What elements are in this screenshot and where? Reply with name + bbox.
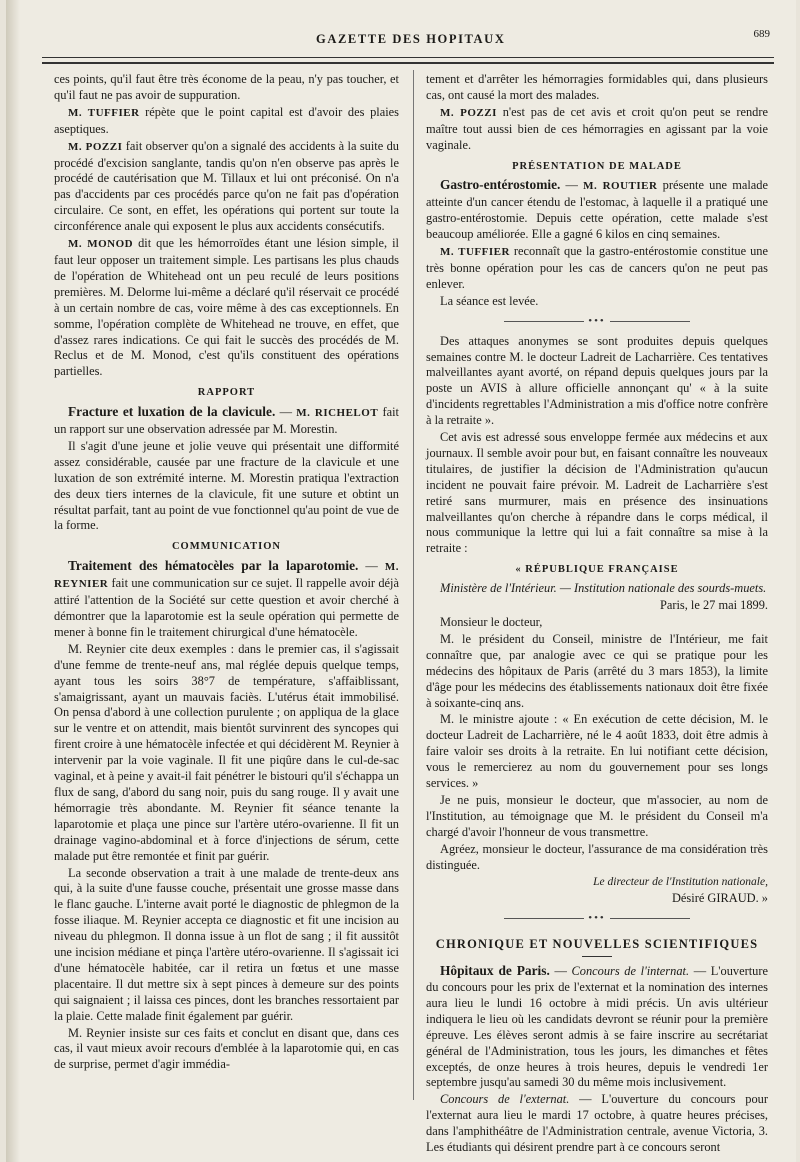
speaker-name: M. RICHELOT (296, 407, 379, 420)
article-heading: Fracture et luxation de la clavicule. (68, 404, 276, 420)
paragraph: Concours de l'externat. — L'ouverture du concours pour l'externat aura lieu le mardi 17 octobre, à quatre heures précises, dans l'amphithéâtre de l'Administration centrale, avenue Victoria, 3. Les étudiants qui désirent prendre part à ce concours seront (426, 1092, 769, 1155)
article-heading: Gastro-entérostomie. (440, 177, 561, 193)
paragraph: ces points, qu'il faut être très économe de la peau, n'y pas toucher, et qu'il faut ne pas avoir de suppuration. (54, 72, 399, 102)
paragraph (54, 105, 399, 138)
paragraph-text: fait un rapport sur une observation adressée par M. Morestin. (54, 405, 399, 437)
letter-signature-name: Désiré GIRAUD. » (671, 891, 768, 906)
header-rule (42, 57, 774, 58)
speaker-name: M. POZZI (68, 140, 123, 153)
paragraph: Des attaques anonymes se sont produites depuis quelques semaines contre M. le docteur Ladreit de Lacharrière. Ces tentatives malveillantes ayant avorté, on répand depuis quelques jours par la poste un AVIS à allure officielle annonçant qu' « à la suite d'incidents regrettables l'Administration a mis d'office notre confrère à la retraite ». (426, 333, 768, 428)
speaker-name: M. TUFFIER (68, 106, 140, 119)
left-column (54, 72, 399, 1074)
page-header (36, 22, 776, 50)
paragraph: M. le président du Conseil, ministre de l'Intérieur, me fait connaître que, par analogie avec ce qui se pratique pour les médecins des hôpitaux de Paris (arrêté du 3 mars 1853), la limite d'âge pour les médecins des établissements nationaux doit être fixée à soixante-cinq ans. (426, 631, 768, 710)
paragraph (54, 139, 399, 235)
article-heading: Traitement des hématocèles par la laparotomie. (68, 558, 359, 574)
letter-heading: « RÉPUBLIQUE FRANÇAISE (515, 564, 679, 576)
section-heading: CHRONIQUE ET NOUVELLES SCIENTIFIQUES (426, 937, 768, 957)
speaker-name: M. TUFFIER (440, 246, 510, 259)
paragraph-text: fait une communication sur ce sujet. Il rappelle avoir déjà attiré l'attention de la Société sur cette question et avoir cherché à démontrer que la laparotomie est la seule opération qui permette de mener à bonne fin le traitement chirurgical d'une hématocèle. (54, 576, 399, 639)
paragraph-text: reconnaît que la gastro-entérostomie constitue une très bonne opération pour les cas de cancers qu'on ne peut pas enlever. (426, 244, 768, 291)
paragraph-text: répète que le point capital est d'avoir des plaies aseptiques. (54, 104, 399, 136)
paragraph-text: fait observer qu'on a signalé des accidents à la suite du procédé d'excision sanglante, tandis qu'on n'en observe pas après le procédé de cautérisation que M. Tillaux et lui ont préconisé. On n'a pas d'accidents par ces procédés parce qu'on ne fait pas d'opération circulaire. Ce sont, en effet, les opérations qui portent sur toute la circonférence anale qui exposent le plus aux accidents consécutifs. (54, 138, 399, 234)
paragraph: Traitement des hématocèles par la laparotomie. — M. REYNIER fait une communication sur ce sujet. Il rappelle avoir déjà attiré l'attention de la Société sur cette question et avoir cherché à démontrer que la laparotomie est la seule opération qui permette de mener à bonne fin le traitement chirurgical d'une hématocèle. (54, 558, 399, 639)
speaker-name: M. REYNIER (54, 561, 399, 591)
section-heading: COMMUNICATION (171, 541, 282, 553)
article-heading: Hôpitaux de Paris. (440, 963, 550, 979)
letter-salutation: Monsieur le docteur, (440, 615, 543, 629)
paragraph-text: dit que les hémorroïdes étant une lésion simple, il faut leur opposer un traitement simple. Les partisans les plus chauds de l'opération de Whitehead ont un peu reculé de leurs positions premières. M. Delorme lui-même a déclaré qu'il réservait ce procédé à un certain nombre de cas, voire même à des cas exceptionnels. En somme, l'opération complète de Whitehead ne trouve, en effet, que d'assez rares indications. Ce qui fait le succès des procédés de M. Reclus et de M. Monod, c'est qu'ils constituent des opérations partielles. (54, 236, 399, 379)
journal-title: GAZETTE DES HOPITAUX (316, 32, 506, 46)
paragraph: M. Reynier cite deux exemples : dans le premier cas, il s'agissait d'une femme de trente-neuf ans, mal réglée depuis quelque temps, ayant tous les soirs 38°7 de température, s'affaiblissant, s'amaigrissant, ayant un mauvais faciès. L'utérus était immobilisé. On pensa d'abord à une collection purulente ; on appliqua de la glace sur le ventre et on attendit, mais bientôt survinrent des syncopes qui firent croire à une hématocèle infectée et qui décidèrent M. Reynier à intervenir par la voie vaginale. Il fit une piqûre dans le cul-de-sac vaginal, et à peine y avait-il fait pénétrer le bistouri qu'il s'échappa un flux de sang, d'abord du sang noir, puis du sang rouge. Il y avait une hémorragie très abondante. M. Reynier fit séance tenante la laparotomie et plaça une pince sur l'artère utéro-ovarienne. Il fit un drainage vagino-abdominal et à force d'injections de sérum, cette malade put être remontée et finit par guérir. (54, 641, 399, 863)
right-column (426, 72, 768, 1157)
speaker-name: M. POZZI (440, 106, 497, 119)
paragraph: Agréez, monsieur le docteur, l'assurance de ma considération très distinguée. (426, 841, 768, 872)
paragraph: La séance est levée. (440, 293, 539, 308)
paragraph: Il s'agit d'une jeune et jolie veuve qui présentait une difformité assez considérable, causée par une fracture de la clavicule et une luxation de son extrémité interne. M. Morestin pratiqua l'extraction des deux tiers internes de la clavicule, fit une suture et obtint un résultat parfait, tant au point de vue fonctionnel qu'au point de vue de la forme. (54, 438, 399, 533)
column-divider (413, 70, 414, 1100)
paragraph: Gastro-entérostomie. — M. ROUTIER présente une malade atteinte d'un cancer étendu de l'estomac, à laquelle il a pratiqué une gastro-entérostomie. Depuis cette opération, cette malade s'est beaucoup améliorée. Elle a gagné 6 kilos en cinq semaines. (426, 177, 768, 242)
paragraph: Cet avis est adressé sous enveloppe fermée aux médecins et aux journaux. Il semble avoir pour but, en faisant connaître les nouveaux titulaires, de justifier la décision de l'Administration qu'aucun incident ne pouvait faire prévoir. M. Ladreit de Lacharrière s'est retiré sans murmurer, mais en présence des insinuations malveillantes qu'on cherche à répandre dans le corps médical, il nous communique la lettre qui lui a fait connaître sa mise à la retraite : (426, 430, 768, 556)
paragraph: M. le ministre ajoute : « En exécution de cette décision, M. le docteur Ladreit de Lacharrière, né le 4 août 1833, doit être admis à faire valoir ses droits à la retraite. En lui notifiant cette décision, vous le remercierez au nom du gouvernement pour ses longs services. » (426, 712, 768, 791)
newspaper-page (6, 0, 796, 1162)
letter-signature-title: Le directeur de l'Institution nationale, (593, 875, 768, 888)
paragraph-text: présente une malade atteinte d'un cancer étendu de l'estomac, à laquelle il a pratiqué une gastro-entérostomie. Depuis cette opération, cette malade s'est beaucoup améliorée. Elle a gagné 6 kilos en cinq semaines. (426, 178, 768, 242)
section-heading: RAPPORT (197, 387, 256, 399)
paragraph: La seconde observation a trait à une malade de trente-deux ans qui, à la suite d'une fausse couche, présentait une grosse masse dans le flanc gauche. L'interne avait porté le diagnostic de phlegmon de la fosse iliaque. M. Reynier accepta ce diagnostic et fit une incision au niveau du phlegmon. Il donna issue à un flot de sang ; il fit aussitôt une incision médiane et pinça l'artère utéro-ovarienne. Il s'agissait ici d'une hématocèle habitée, car il retira un fœtus et une masse placentaire. Il dut mettre six à sept pinces à demeure sur des points qui saignaient ; il laissa ces pinces, dont les branches ressortaient par la plaie. Cette malade finit également par guérir. (54, 865, 399, 1023)
page-number: 689 (753, 28, 770, 40)
paragraph (426, 244, 768, 293)
section-heading: PRÉSENTATION DE MALADE (512, 160, 682, 172)
ornament-divider: ••• (426, 314, 768, 330)
paragraph: Fracture et luxation de la clavicule. — M. RICHELOT fait un rapport sur une observation adressée par M. Morestin. (54, 404, 399, 437)
paragraph-text: L'ouverture du concours pour l'externat aura lieu le mardi 17 octobre, à quatre heures précises, dans l'amphithéâtre de l'Administration centrale, avenue Victoria, 3. Les étudiants qui désirent prendre part à ce concours seront (426, 1092, 769, 1155)
ornament-divider: ••• (426, 911, 768, 927)
letter-date: Paris, le 27 mai 1899. (659, 598, 768, 613)
paragraph-text: n'est pas de cet avis et croit qu'on peut se rendre maître tout aussi bien de ces hémorragies en agissant par la voie vaginale. (426, 104, 768, 152)
paragraph: M. Reynier insiste sur ces faits et conclut en disant que, dans ces cas, il vaut mieux avoir recours d'emblée à la laparotomie qui, en cas de surprise, permet d'agir immédia- (54, 1025, 399, 1072)
speaker-name: M. ROUTIER (583, 180, 658, 193)
page-binding-shadow (6, 0, 20, 1162)
paragraph-text: L'ouverture du concours pour les prix de l'externat et la nomination des internes aura lieu le lundi 16 octobre à midi précis. Un avis ultérieur indiquera le lieu où les candidats devront se réunir pour la première épreuve. Les élèves seront admis à se faire inscrire au secrétariat général de l'Administration, tous les jours, les dimanches et fêtes exceptés, de onze heures à trois heures, depuis le vendredi 1er septembre jusqu'au samedi 30 du même mois inclusivement. (426, 964, 768, 1090)
paragraph: Je ne puis, monsieur le docteur, que m'associer, au nom de l'Institution, au témoignage que M. le président du Conseil m'a chargé d'avoir l'honneur de vous transmettre. (426, 792, 768, 839)
speaker-name: M. MONOD (68, 238, 134, 251)
paragraph: Hôpitaux de Paris. — Concours de l'internat. — L'ouverture du concours pour les prix de l'externat et la nomination des internes aura lieu le lundi 16 octobre à midi précis. Un avis ultérieur indiquera le lieu où les candidats devront se réunir pour la première épreuve. Les élèves seront admis à se faire inscrire au secrétariat général de l'Administration, tous les jours, les dimanches et fêtes exceptés, de onze heures à trois heures, depuis le vendredi 1er septembre jusqu'au samedi 30 du même mois inclusivement. (426, 963, 768, 1090)
paragraph (54, 236, 399, 380)
letter-ministry: Ministère de l'Intérieur. — Institution nationale des sourds-muets. (440, 581, 767, 596)
subheading: Concours de l'externat. (440, 1092, 570, 1107)
paragraph: tement et d'arrêter les hémorragies formidables qui, dans plusieurs cas, ont causé la mort des malades. (426, 72, 768, 102)
subheading: Concours de l'internat. (571, 964, 690, 979)
header-rule-thick (42, 62, 774, 64)
paragraph (426, 105, 768, 154)
